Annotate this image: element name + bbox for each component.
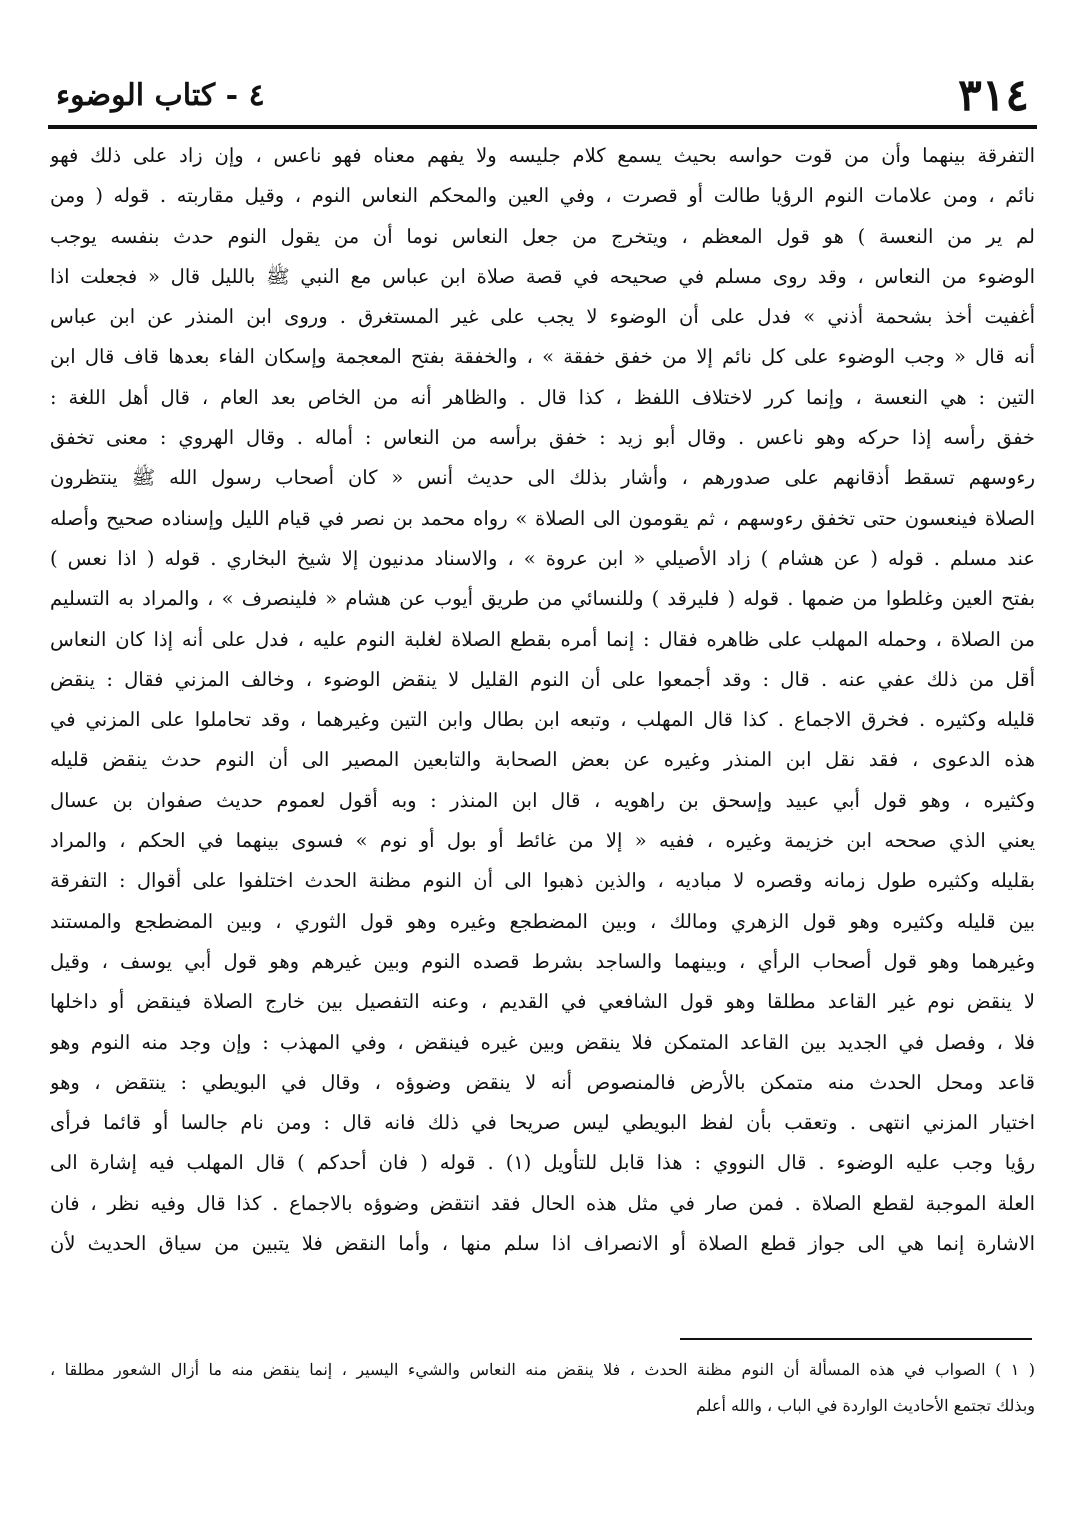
body-line: الصلاة فينعسون حتى تخفق رءوسهم ، ثم يقومون الى الصلاة » رواه محمد بن نصر في قيام الليل وإسناده صحيح وأصله: [50, 506, 1035, 530]
page-number: ٣١٤: [958, 70, 1029, 121]
body-line: يعني الذي صححه ابن خزيمة وغيره ، ففيه « إلا من غائط أو بول أو نوم » فسوى بينهما في الحكم ، والمراد: [50, 829, 1035, 853]
footnote-line: وبذلك تجتمع الأحاديث الواردة في الباب ، والله أعلم: [696, 1396, 1035, 1415]
body-line: من الصلاة ، وحمله المهلب على ظاهره فقال : إنما أمره بقطع الصلاة لغلبة النوم عليه ، فدل على أنه إذا كان النعاس: [50, 627, 1035, 651]
body-line: هذه الدعوى ، فقد نقل ابن المنذر وغيره عن بعض الصحابة والتابعين المصير الى أن النوم حدث ينقض قليله: [50, 748, 1035, 772]
body-line: الوضوء من النعاس ، وقد روى مسلم في صحيحه في قصة صلاة ابن عباس مع النبي ﷺ بالليل قال « فجعلت اذا: [50, 264, 1035, 288]
book-title: ٤ - كتاب الوضوء: [56, 78, 265, 113]
footnote-line: ( ١ ) الصواب في هذه المسألة أن النوم مظنة الحدث ، فلا ينقض منه النعاس والشيء اليسير ، إنما ينقض منه ما أزال الشعور مطلقا ،: [50, 1360, 1035, 1379]
body-line: أغفيت أخذ بشحمة أذني » فدل على أن الوضوء لا يجب على غير المستغرق . وروى ابن المنذر عن ابن عباس: [50, 305, 1035, 329]
body-line: قليله وكثيره . فخرق الاجماع . كذا قال المهلب ، وتبعه ابن بطال وابن التين وغيرهما ، وقد تحاملوا على المزني في: [50, 708, 1035, 732]
body-line: بقليله وكثيره طول زمانه وقصره لا مباديه ، والذين ذهبوا الى أن النوم مظنة الحدث اختلفوا على أقوال : التفرقة: [50, 869, 1035, 893]
body-line: وغيرهما وهو قول أصحاب الرأي ، وبينهما والساجد بشرط قصده النوم وبين غيرهم وهو قول أبي يوسف ، وقيل: [50, 949, 1035, 973]
body-line: اختيار المزني انتهى . وتعقب بأن لفظ البويطي ليس صريحا في ذلك فانه قال : ومن نام جالسا أو قائما فرأى: [50, 1111, 1035, 1135]
body-line: التين : هي النعسة ، وإنما كرر لاختلاف اللفظ ، كذا قال . والظاهر أنه من الخاص بعد العام ، قال أهل اللغة :: [50, 385, 1035, 409]
body-line: وكثيره ، وهو قول أبي عبيد وإسحق بن راهويه ، قال ابن المنذر : وبه أقول لعموم حديث صفوان بن عسال: [50, 788, 1035, 812]
body-text: [50, 136, 1035, 1264]
body-line: خفق رأسه إذا حركه وهو ناعس . وقال أبو زيد : خفق برأسه من النعاس : أماله . وقال الهروي : معنى تخفق: [50, 426, 1035, 450]
body-line: رءوسهم تسقط أذقانهم على صدورهم ، وأشار بذلك الى حديث أنس « كان أصحاب رسول الله ﷺ ينتظرون: [50, 466, 1035, 490]
body-line: أنه قال « وجب الوضوء على كل نائم إلا من خفق خفقة » ، والخفقة بفتح المعجمة وإسكان الفاء بعدها قاف قال ابن: [50, 345, 1035, 369]
body-line: العلة الموجبة لقطع الصلاة . فمن صار في مثل هذه الحال فقد انتقض وضوؤه بالاجماع . كذا قال وفيه نظر ، فان: [50, 1191, 1035, 1215]
body-line: التفرقة بينهما وأن من قوت حواسه بحيث يسمع كلام جليسه ولا يفهم معناه فهو ناعس ، وإن زاد على ذلك فهو: [50, 144, 1035, 167]
footnotes: [50, 1352, 1035, 1424]
body-line: أقل من ذلك عفي عنه . قال : وقد أجمعوا على أن النوم القليل لا ينقض الوضوء ، وخالف المزني فقال : ينقض: [50, 667, 1035, 691]
footnote-rule: [680, 1338, 1032, 1340]
body-line: رؤيا وجب عليه الوضوء . قال النووي : هذا قابل للتأويل (١) . قوله ( فان أحدكم ) قال المهلب فيه إشارة الى: [50, 1151, 1035, 1175]
body-line: بفتح العين وغلطوا من ضمها . قوله ( فليرقد ) وللنسائي من طريق أيوب عن هشام « فلينصرف » ، والمراد به التسليم: [50, 587, 1035, 611]
body-line: نائم ، ومن علامات النوم الرؤيا طالت أو قصرت ، وفي العين والمحكم النعاس النوم ، وقيل مقاربته . قوله ( ومن: [50, 184, 1035, 208]
body-line: قاعد ومحل الحدث منه متمكن بالأرض فالمنصوص أنه لا ينقض وضوؤه ، وقال في البويطي : ينتقض ، وهو: [50, 1070, 1035, 1094]
body-line: فلا ، وفصل في الجديد بين القاعد المتمكن فلا ينقض وبين غيره فينقض ، وفي المهذب : وإن وجد منه النوم وهو: [50, 1030, 1035, 1054]
body-line: الاشارة إنما هي الى جواز قطع الصلاة أو الانصراف اذا سلم منها ، وأما النقض فلا يتبين من سياق الحديث لأن: [50, 1232, 1035, 1256]
body-line: لا ينقض نوم غير القاعد مطلقا وهو قول الشافعي في القديم ، وعنه التفصيل بين خارج الصلاة فينقض أو داخلها: [50, 990, 1035, 1014]
body-line: بين قليله وكثيره وهو قول الزهري ومالك ، وبين المضطجع وغيره وهو قول الثوري ، وبين المضطجع والمستند: [50, 909, 1035, 933]
page-header: [40, 68, 1045, 124]
header-rule: [48, 125, 1037, 129]
body-line: لم ير من النعسة ) هو قول المعظم ، ويتخرج من جعل النعاس نوما أن من يقول النوم حدث بنفسه يوجب: [50, 224, 1035, 248]
body-line: عند مسلم . قوله ( عن هشام ) زاد الأصيلي « ابن عروة » ، والاسناد مدنيون إلا شيخ البخاري . قوله ( اذا نعس ): [50, 546, 1035, 570]
